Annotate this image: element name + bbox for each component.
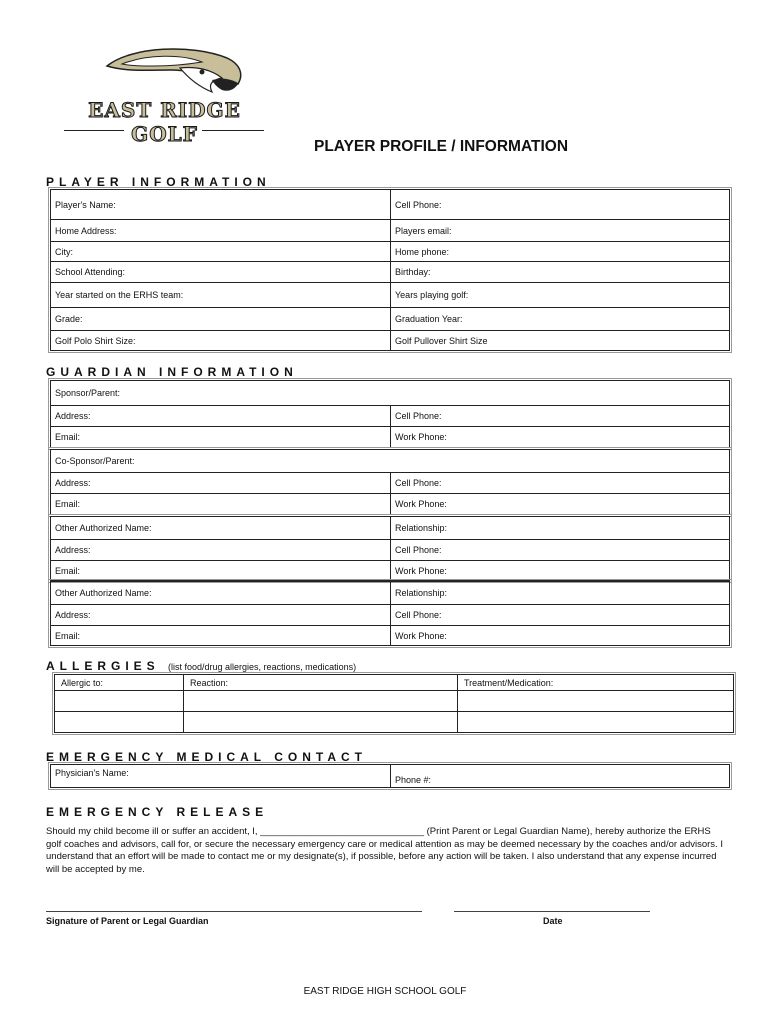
release-heading: EMERGENCY RELEASE [46,805,269,819]
school-logo [62,44,267,156]
guardian-section-heading: GUARDIAN INFORMATION [46,365,298,379]
field-polo-size[interactable]: Golf Polo Shirt Size: [51,331,391,350]
field-years-playing[interactable]: Years playing golf: [395,290,469,300]
table-row [51,582,729,604]
allergies-section-heading [46,659,356,673]
field-home-address[interactable]: Home Address: [51,220,391,241]
field-cosponsor-work-phone[interactable]: Work Phone: [395,499,447,509]
table-row [51,381,729,405]
field-player-email[interactable]: Players email: [395,225,452,236]
other-authorized-table-2 [50,581,730,646]
table-row [51,472,729,493]
treatment-cell[interactable] [458,691,733,711]
field-other1-address[interactable]: Address: [51,540,391,560]
field-other2-address[interactable]: Address: [51,605,391,625]
table-row [55,690,733,711]
reaction-cell[interactable] [184,691,458,711]
medical-contact-table [50,764,730,788]
table-row [51,625,729,645]
field-city[interactable]: City: [51,242,391,261]
logo-line-2: GOLF [131,122,198,146]
cosponsor-table [50,449,730,515]
field-graduation-year[interactable]: Graduation Year: [395,314,463,324]
allergies-heading-text: ALLERGIES [46,659,160,673]
table-row [55,711,733,732]
date-line[interactable] [454,911,650,912]
logo-line-1: EAST RIDGE [88,98,241,122]
field-cosponsor-email[interactable]: Email: [51,494,391,514]
col-reaction: Reaction: [184,675,458,690]
field-other2-relationship[interactable]: Relationship: [395,588,448,598]
release-text: Should my child become ill or suffer an accident, I, _______________________________ (Print Parent or Legal Guardian Name), hereby authorize the ERHS golf coaches and advisors, call for, or secure the necessary emergency care or medical attention as may be deemed necessary by the coaches and/or advisors. I understand that an effort will be made to contact me or my designate(s), if possible, before any action will be taken. I also understand that any expense incurred will be accepted by me. [46,826,723,875]
field-sponsor-parent[interactable]: Sponsor/Parent: [55,388,121,398]
field-physician-name[interactable]: Physician's Name: [51,765,391,787]
player-section-heading: PLAYER INFORMATION [46,175,271,189]
field-birthday[interactable]: Birthday: [395,267,431,277]
field-other1-name[interactable]: Other Authorized Name: [51,517,391,539]
signature-line[interactable] [46,911,422,912]
table-row [51,405,729,426]
field-sponsor-email[interactable]: Email: [51,427,391,447]
table-header-row [55,675,733,690]
field-other1-relationship[interactable]: Relationship: [395,523,448,533]
table-row [51,517,729,539]
allergies-table [54,674,734,733]
field-year-started[interactable]: Year started on the ERHS team: [51,283,391,307]
reaction-cell[interactable] [184,712,458,732]
field-other1-cell[interactable]: Cell Phone: [395,545,442,555]
field-player-name[interactable]: Player's Name: [51,190,391,219]
signature-label: Signature of Parent or Legal Guardian [46,916,209,926]
col-allergic-to: Allergic to: [55,675,184,690]
page-title: PLAYER PROFILE / INFORMATION [314,138,569,155]
table-row [51,190,729,219]
field-home-phone[interactable]: Home phone: [395,246,450,257]
table-row [51,539,729,560]
table-row [51,330,729,350]
field-other1-work-phone[interactable]: Work Phone: [395,565,447,576]
table-row [51,282,729,307]
field-school[interactable]: School Attending: [51,262,391,282]
allergy-cell[interactable] [55,691,184,711]
field-physician-phone[interactable]: Phone #: [395,775,432,785]
field-sponsor-work-phone[interactable]: Work Phone: [395,432,447,442]
sponsor-table [50,380,730,448]
medical-contact-heading: EMERGENCY MEDICAL CONTACT [46,750,368,764]
treatment-cell[interactable] [458,712,733,732]
other-authorized-table-1 [50,516,730,581]
field-grade[interactable]: Grade: [51,308,391,330]
eagle-head-icon [62,44,267,104]
table-row [51,261,729,282]
field-sponsor-address[interactable]: Address: [51,406,391,426]
allergy-cell[interactable] [55,712,184,732]
table-row [51,219,729,241]
field-cosponsor-address[interactable]: Address: [51,473,391,493]
table-row [51,426,729,447]
page-footer: EAST RIDGE HIGH SCHOOL GOLF [303,986,467,997]
table-row [51,560,729,580]
player-info-table [50,189,730,351]
field-cosponsor-parent[interactable]: Co-Sponsor/Parent: [55,456,135,466]
table-row [51,450,729,472]
field-other1-email[interactable]: Email: [51,561,391,580]
table-row [51,241,729,261]
table-row [51,307,729,330]
date-label: Date [543,916,563,926]
allergies-note: (list food/drug allergies, reactions, medications) [168,662,357,672]
col-treatment: Treatment/Medication: [464,677,554,688]
field-cosponsor-cell[interactable]: Cell Phone: [395,478,442,488]
field-other2-work-phone[interactable]: Work Phone: [395,630,447,641]
field-cell-phone[interactable]: Cell Phone: [395,199,442,210]
field-sponsor-cell[interactable]: Cell Phone: [395,411,442,421]
table-row [51,493,729,514]
table-row [51,604,729,625]
table-row [51,765,729,787]
field-other2-name[interactable]: Other Authorized Name: [51,582,391,604]
field-other2-email[interactable]: Email: [51,626,391,645]
field-pullover-size[interactable]: Golf Pullover Shirt Size [395,335,488,346]
field-other2-cell[interactable]: Cell Phone: [395,610,442,620]
